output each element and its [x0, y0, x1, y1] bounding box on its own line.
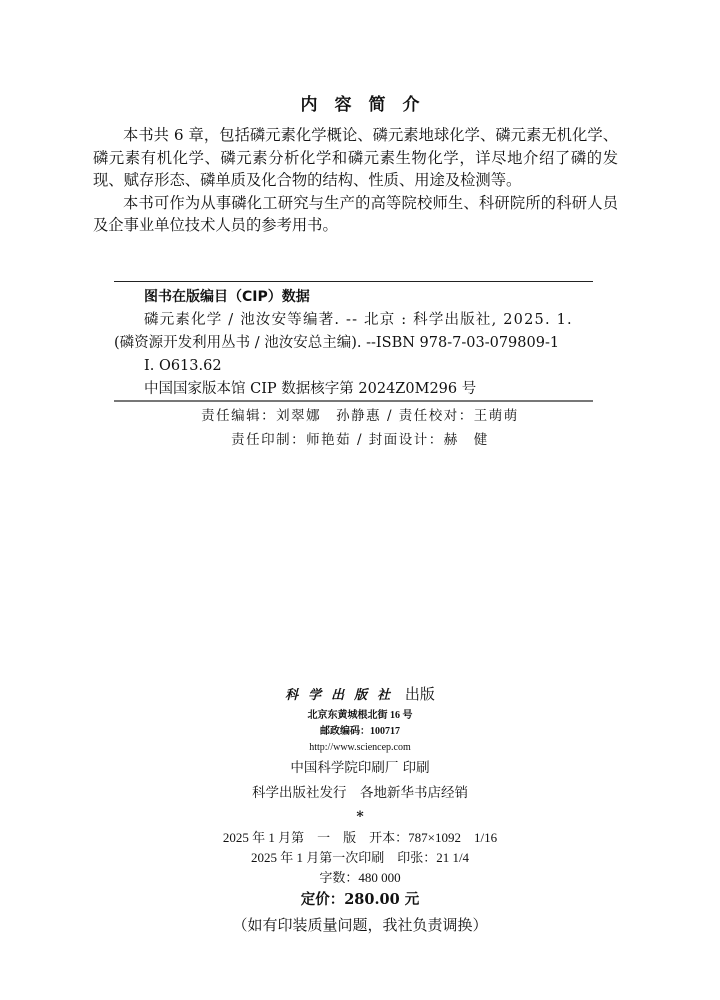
- price-line: 定价：280.00 元: [300, 891, 420, 908]
- printer-line: 中国科学院印刷厂 印刷: [290, 760, 430, 776]
- staff-production: 责任印制：师艳茹 / 封面设计：赫 健: [231, 432, 489, 448]
- cip-line-classification: Ⅰ. O613.62: [144, 358, 222, 374]
- publisher-postcode: 邮政编码：100717: [320, 726, 400, 737]
- publish-label: 出版: [404, 685, 435, 703]
- intro-text: [93, 124, 618, 237]
- page-title: 内容简介: [300, 95, 437, 115]
- word-count-line: 字数：480 000: [319, 870, 401, 885]
- intro-paragraph: 本书可作为从事磷化工研究与生产的高等院校师生、科研院所的科研人员及企事业单位技术人员的参考用书。: [93, 193, 618, 234]
- publisher-address: 北京东黄城根北街 16 号: [307, 710, 413, 721]
- publisher-website: http://www.sciencep.com: [309, 742, 411, 753]
- distribution-line: 科学出版社发行 各地新华书店经销: [252, 785, 468, 801]
- publisher-logo: 科学出版社: [285, 688, 401, 703]
- cip-heading: 图书在版编目（CIP）数据: [144, 289, 310, 305]
- publisher-line: [0, 682, 720, 708]
- printing-line: 2025 年 1 月第一次印刷 印张：21 1/4: [250, 850, 470, 865]
- quality-notice: （如有印装质量问题，我社负责调换）: [232, 916, 488, 934]
- edition-line: 2025 年 1 月第 一 版 开本：787×1092 1/16: [222, 830, 498, 845]
- cip-data-block: [114, 286, 593, 401]
- cip-top-rule: [114, 281, 593, 282]
- staff-credits: [0, 404, 720, 452]
- colophon: [0, 682, 720, 938]
- intro-paragraph: 本书共 6 章，包括磷元素化学概论、磷元素地球化学、磷元素无机化学、磷元素有机化学、磷元素分析化学和磷元素生物化学，详尽地介绍了磷的发现、赋存形态、磷单质及化合物的结构、性质、用途及检测等。: [93, 126, 618, 189]
- cip-line-series-isbn: (磷资源开发利用丛书 / 池汝安总主编). --ISBN 978-7-03-079809-1: [114, 335, 560, 351]
- cip-line-record-number: 中国国家版本馆 CIP 数据核字第 2024Z0M296 号: [144, 381, 477, 397]
- separator-asterisk: *: [356, 809, 364, 825]
- cip-bottom-rule: [114, 400, 593, 402]
- cip-line-title: 磷元素化学 / 池汝安等编著. -- 北京 : 科学出版社, 2025. 1.: [144, 312, 573, 328]
- staff-editors: 责任编辑：刘翠娜 孙静惠 / 责任校对：王萌萌: [201, 408, 519, 424]
